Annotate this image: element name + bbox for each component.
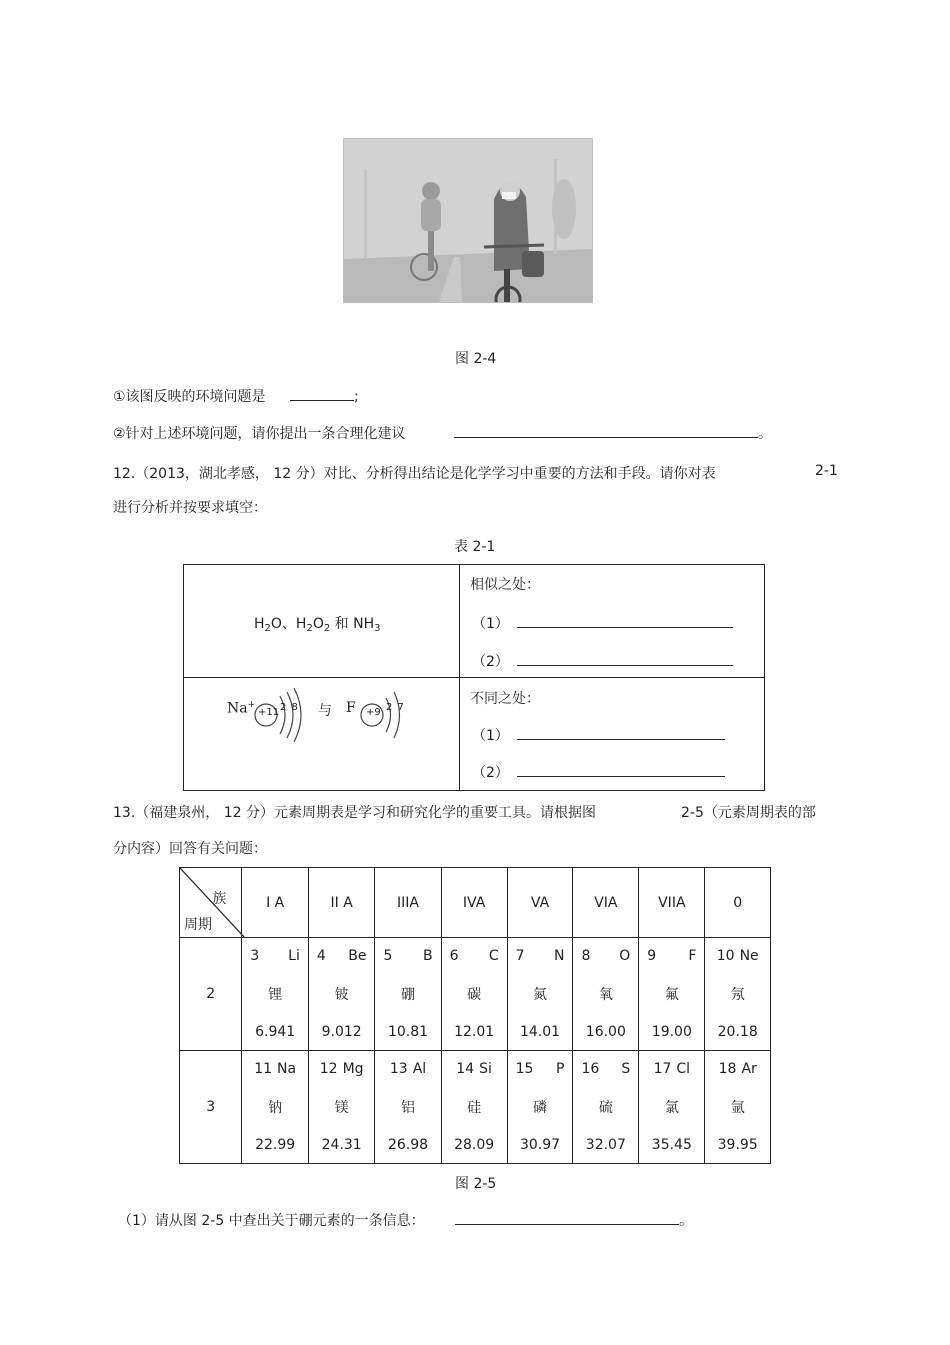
- figure-2-5-caption: 图 2-5: [455, 1176, 497, 1192]
- element-cell: [507, 1051, 573, 1164]
- difference-cell: [460, 678, 765, 791]
- element-symbol: Cl: [676, 1061, 691, 1077]
- element-symbol: N: [553, 948, 565, 964]
- answer-blank[interactable]: [455, 1223, 679, 1225]
- element-name: 硼: [401, 987, 416, 1003]
- atomic-mass: 24.31: [321, 1137, 362, 1153]
- similarity-item-1: （1）: [472, 613, 733, 633]
- atomic-number: 4: [316, 948, 326, 964]
- element-cell: [573, 1051, 639, 1164]
- element-symbol: B: [422, 948, 433, 964]
- question-13-line1: 13.（福建泉州， 12 分）元素周期表是学习和研究化学的重要工具。请根据图: [113, 805, 596, 821]
- element-name: 氩: [730, 1100, 745, 1116]
- answer-blank[interactable]: [290, 399, 354, 401]
- atomic-mass: 30.97: [519, 1137, 561, 1153]
- atomic-number: 6: [449, 948, 459, 964]
- atomic-number: 3: [250, 948, 260, 964]
- question-13-figure-ref: 2-5（元素周期表的部: [681, 805, 816, 821]
- element-symbol: O: [619, 948, 631, 964]
- atomic-mass: 22.99: [255, 1137, 296, 1153]
- table-2-1-caption: 表 2-1: [454, 539, 496, 555]
- question-11-part2-text: ②针对上述环境问题，请你提出一条合理化建议: [113, 426, 406, 442]
- question-13-1: [118, 1210, 693, 1230]
- period-number: 2: [180, 938, 242, 1051]
- atom-structure-cell: [184, 678, 460, 791]
- element-symbol: Na: [277, 1061, 297, 1077]
- atomic-mass: 6.941: [255, 1024, 296, 1040]
- smog-photo: [343, 138, 593, 303]
- element-name: 硅: [467, 1100, 482, 1116]
- sodium-nucleus: +11: [258, 707, 280, 718]
- answer-blank[interactable]: [517, 738, 725, 740]
- answer-blank[interactable]: [454, 436, 758, 438]
- atomic-mass: 26.98: [387, 1137, 429, 1153]
- element-cell: [573, 938, 639, 1051]
- element-name: 氯: [664, 1100, 679, 1116]
- corner-cell: [180, 868, 242, 938]
- atomic-number: 8: [581, 948, 591, 964]
- element-cell: [639, 1051, 705, 1164]
- atomic-number: 7: [515, 948, 525, 964]
- element-cell: [705, 1051, 771, 1164]
- question-11-part1-text: ①该图反映的环境问题是: [113, 389, 266, 405]
- element-cell: [441, 1051, 507, 1164]
- period-header-label: 周期: [184, 917, 212, 933]
- period-mark: 。: [758, 426, 773, 442]
- element-symbol: Ne: [739, 948, 759, 964]
- element-symbol: S: [621, 1061, 631, 1077]
- atomic-mass: 9.012: [321, 1024, 362, 1040]
- atomic-number: 10: [716, 948, 735, 964]
- group-header: VIA: [573, 868, 639, 938]
- smog-scene-illustration: [344, 139, 592, 302]
- question-12-line2: 进行分析并按要求填空：: [113, 500, 267, 516]
- atomic-mass: 10.81: [387, 1024, 429, 1040]
- group-header: VIIA: [639, 868, 705, 938]
- atomic-mass: 39.95: [717, 1137, 758, 1153]
- group-header-label: 族: [212, 891, 227, 907]
- answer-blank[interactable]: [517, 664, 733, 666]
- atomic-mass: 28.09: [454, 1137, 495, 1153]
- element-cell: [375, 938, 441, 1051]
- formula-cell: [184, 565, 460, 678]
- element-symbol: Ar: [741, 1061, 757, 1077]
- answer-blank[interactable]: [517, 626, 733, 628]
- group-header: 0: [705, 868, 771, 938]
- element-name: 氮: [533, 987, 548, 1003]
- element-name: 锂: [268, 987, 283, 1003]
- atomic-number: 13: [389, 1061, 408, 1077]
- element-name: 氟: [664, 987, 679, 1003]
- element-cell: [441, 938, 507, 1051]
- atomic-mass: 19.00: [651, 1024, 692, 1040]
- group-header: IVA: [441, 868, 507, 938]
- atomic-number: 15: [515, 1061, 534, 1077]
- element-symbol: Li: [288, 948, 300, 964]
- figure-2-4-caption: 图 2-4: [455, 351, 497, 367]
- answer-blank[interactable]: [517, 775, 725, 777]
- similarity-item-2: （2）: [472, 651, 733, 671]
- element-cell: [705, 938, 771, 1051]
- atom-structure-diagram: [214, 686, 427, 742]
- element-symbol: P: [555, 1061, 565, 1077]
- element-symbol: Al: [412, 1061, 427, 1077]
- element-name: 钠: [268, 1100, 283, 1116]
- element-symbol: C: [488, 948, 499, 964]
- atomic-mass: 14.01: [519, 1024, 561, 1040]
- fluorine-symbol: F: [346, 700, 356, 716]
- element-name: 氖: [730, 987, 745, 1003]
- element-name: 磷: [533, 1100, 548, 1116]
- element-cell: [242, 938, 308, 1051]
- similarity-label: 相似之处：: [470, 577, 540, 593]
- atomic-number: 17: [653, 1061, 672, 1077]
- question-12-table-ref: 2-1: [815, 463, 838, 479]
- atomic-number: 16: [581, 1061, 600, 1077]
- sodium-symbol: Na+: [227, 700, 256, 717]
- atomic-number: 18: [718, 1061, 737, 1077]
- atomic-mass: 20.18: [717, 1024, 758, 1040]
- question-12-line1: 12.（2013，湖北孝感， 12 分）对比、分析得出结论是化学学习中重要的方法和手段。请你对表: [113, 466, 716, 482]
- question-11-part1: [113, 386, 359, 406]
- question-13-1-text: （1）请从图 2-5 中查出关于硼元素的一条信息：: [118, 1213, 425, 1229]
- period-mark: 。: [679, 1213, 694, 1229]
- semicolon: ;: [354, 389, 359, 405]
- group-header: IIIA: [375, 868, 441, 938]
- difference-label: 不同之处：: [470, 691, 540, 707]
- atomic-mass: 35.45: [651, 1137, 692, 1153]
- element-cell: [308, 938, 375, 1051]
- element-name: 碳: [467, 987, 482, 1003]
- element-symbol: Be: [348, 948, 367, 964]
- difference-item-2: （2）: [472, 762, 725, 782]
- atomic-number: 14: [456, 1061, 475, 1077]
- atomic-number: 5: [383, 948, 393, 964]
- formula-h2o-h2o2-nh3: $H_2O$、$H_2O_2$ 和 $NH_3$: [254, 616, 381, 634]
- element-name: 镁: [334, 1100, 349, 1116]
- element-symbol: Si: [479, 1061, 492, 1077]
- group-header: VA: [507, 868, 573, 938]
- element-cell: [308, 1051, 375, 1164]
- element-cell: [507, 938, 573, 1051]
- element-name: 氧: [598, 987, 613, 1003]
- period-number: 3: [180, 1051, 242, 1164]
- group-header: II A: [308, 868, 375, 938]
- question-13-line2: 分内容）回答有关问题：: [113, 841, 267, 857]
- element-cell: [375, 1051, 441, 1164]
- atomic-mass: 12.01: [454, 1024, 495, 1040]
- periodic-table: [179, 867, 771, 1164]
- element-cell: [242, 1051, 308, 1164]
- atomic-mass: 32.07: [585, 1137, 626, 1153]
- atomic-number: 9: [647, 948, 657, 964]
- element-cell: [639, 938, 705, 1051]
- element-name: 硫: [598, 1100, 613, 1116]
- table-2-1: [183, 564, 765, 791]
- difference-item-1: （1）: [472, 725, 725, 745]
- question-11-part2: [113, 423, 772, 443]
- fluorine-shells: 2 7: [386, 702, 405, 713]
- sodium-shells: 2 8: [280, 702, 299, 713]
- atomic-number: 12: [319, 1061, 338, 1077]
- group-header: I A: [242, 868, 308, 938]
- element-symbol: F: [688, 948, 697, 964]
- element-name: 铝: [401, 1100, 416, 1116]
- and-connector: 与: [318, 703, 332, 719]
- element-symbol: Mg: [342, 1061, 364, 1077]
- fluorine-nucleus: +9: [366, 707, 381, 718]
- element-name: 铍: [334, 987, 349, 1003]
- atomic-mass: 16.00: [585, 1024, 626, 1040]
- similarity-cell: [460, 565, 765, 678]
- atomic-number: 11: [254, 1061, 273, 1077]
